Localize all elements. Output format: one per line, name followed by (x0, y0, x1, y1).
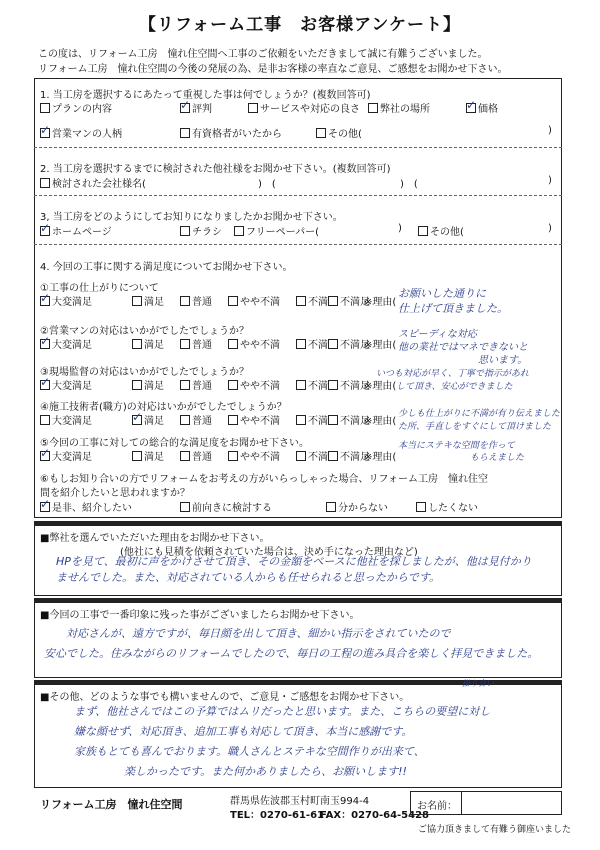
q4-sub5-reason: ※理由( (364, 452, 397, 463)
checkbox[interactable] (296, 380, 306, 390)
footer-company: リフォーム工房 憧れ住空間 (40, 798, 183, 811)
checkbox[interactable] (180, 128, 190, 138)
q4-sub1-text: ①工事の仕上がりについて (40, 283, 159, 294)
q1-opt-reputation[interactable]: ✓ 評判 (180, 100, 212, 115)
checkbox[interactable] (248, 103, 258, 113)
checkbox[interactable] (296, 415, 306, 425)
checkbox[interactable] (132, 296, 142, 306)
checkbox[interactable] (368, 103, 378, 113)
checkbox[interactable] (132, 339, 142, 349)
checkbox[interactable] (328, 415, 338, 425)
q6-text-2: 間を紹介したいと思われますか？ (40, 488, 190, 499)
checkbox[interactable] (180, 502, 190, 512)
checkbox[interactable] (228, 415, 238, 425)
checkbox[interactable] (180, 451, 190, 461)
checkbox[interactable] (328, 451, 338, 461)
intro-line-1: この度は、リフォーム工房 憧れ住空間へ工事のご依頼をいただきまして誠に有難うございました。 (38, 49, 488, 60)
q3-close-1: ) (398, 223, 402, 234)
q4-sub1-reason: ※理由( (364, 297, 397, 308)
section-5-title: ■弊社を選んでいただいた理由をお聞かせ下さい。 (40, 533, 270, 544)
q4-sub1-slightly[interactable]: やや不満 (228, 293, 280, 308)
q1-opt-other[interactable]: その他( (316, 125, 362, 140)
q4-sub2-very-dissatisfied[interactable]: 不満足 (328, 336, 370, 351)
q4-sub3-slightly[interactable]: やや不満 (228, 377, 280, 392)
intro-line-2: リフォーム工房 憧れ住空間の今後の発展の為、是非お客様の率直なご意見、ご感想をお聞かせ下さい。 (38, 64, 508, 75)
checkbox[interactable] (40, 415, 50, 425)
q4-sub3-very-satisfied[interactable]: ✓ 大変満足 (40, 377, 92, 392)
checkbox[interactable] (296, 296, 306, 306)
q4-sub5-slightly[interactable]: やや不満 (228, 448, 280, 463)
q4-sub3-satisfied[interactable]: 満足 (132, 377, 164, 392)
page-title: 【リフォーム工事 お客様アンケート】 (138, 15, 462, 35)
handwriting-section-7-note: 掛り合い (462, 679, 494, 688)
q1-text: 1. 当工房を選択するにあたって重視した事は何でしょうか？(複数回答可) (40, 90, 371, 101)
q4-sub2-slightly[interactable]: やや不満 (228, 336, 280, 351)
q4-sub4-very-dissatisfied[interactable]: 不満足 (328, 412, 370, 427)
q4-sub5-dissatisfied[interactable]: 不満 (296, 448, 328, 463)
q2-paren-2: ) ( (400, 179, 418, 190)
q4-sub4-text: ④施工技術者(職方)の対応はいかがでしたでしょうか？ (40, 402, 287, 413)
q4-sub2-text: ②営業マンの対応はいかがでしたでしょうか？ (40, 326, 249, 337)
checkbox[interactable] (328, 296, 338, 306)
q6-opt-unknown[interactable]: 分からない (326, 499, 388, 514)
q4-sub1-normal[interactable]: 普通 (180, 293, 212, 308)
footer-phone: TEL：0270-61-61 (230, 810, 324, 821)
q4-sub3-dissatisfied[interactable]: 不満 (296, 377, 328, 392)
footer-fax: FAX：0270-64-5428 (320, 810, 430, 821)
q2-opt-companies[interactable]: 検討された会社様名( (40, 175, 146, 190)
section-5-subtitle: (他社にも見積を依頼されていた場合は、決め手になった理由など) (120, 547, 418, 558)
q3-opt-other[interactable]: その他( (418, 223, 464, 238)
q4-sub2-very-satisfied[interactable]: ✓ 大変満足 (40, 336, 92, 351)
checkbox[interactable] (40, 103, 50, 113)
checkbox-checked[interactable] (40, 296, 50, 306)
name-label: お名前： (417, 801, 457, 812)
q4-sub5-satisfied[interactable]: 満足 (132, 448, 164, 463)
name-field[interactable] (410, 791, 562, 815)
q4-sub4-reason: ※理由( (364, 416, 397, 427)
checkbox-checked[interactable] (40, 226, 50, 236)
q6-opt-recommend[interactable]: ✓ 是非、紹介したい (40, 499, 132, 514)
q4-sub4-satisfied[interactable]: ✓ 満足 (132, 412, 164, 427)
handwriting-section-7: まず、他社さんではこの予算ではムリだったと思います。また、こちらの要望に対し 嫌な顔せず、対応頂き、追加工事も対応して頂き、本当に感謝です。 家族もとても喜んでおります。職人さんとステキな空間作りが出来て、 楽しかったです。また何かありましたら、お願いします!! (74, 705, 491, 778)
checkbox[interactable] (180, 339, 190, 349)
q1-close-paren: ) (548, 125, 552, 136)
handwriting-reason-4: 少しも仕上がりに不満が有り伝えました た所、手直しをすぐにして頂けました (398, 409, 561, 432)
q4-sub1-dissatisfied[interactable]: 不満 (296, 293, 328, 308)
checkbox-checked[interactable] (40, 339, 50, 349)
checkbox[interactable] (40, 178, 50, 188)
checkbox-checked[interactable] (40, 502, 50, 512)
q6-text-1: ⑥もしお知り合いの方でリフォームをお考えの方がいらっしゃった場合、リフォーム工房 憧れ住空 (40, 474, 488, 485)
q4-sub3-text: ③現場監督の対応はいかがでしたでしょうか？ (40, 367, 249, 378)
checkbox[interactable] (228, 451, 238, 461)
q3-opt-freepaper[interactable]: フリーペーパー( (234, 223, 319, 238)
checkbox-checked[interactable] (132, 415, 142, 425)
checkbox[interactable] (180, 296, 190, 306)
q4-sub1-very-dissatisfied[interactable]: 不満足 (328, 293, 370, 308)
handwriting-section-5: HPを見て、最初に声をかけさせて頂き、その金額をベースに他社を探しましたが、他は見付かり ませんでした。また、対応されている人からも任せられると思ったからです。 (56, 555, 532, 584)
checkbox-checked[interactable] (40, 128, 50, 138)
q4-sub4-dissatisfied[interactable]: 不満 (296, 412, 328, 427)
checkbox[interactable] (132, 380, 142, 390)
handwriting-reason-3: いつも対応が早く、丁寧で指示があれ して頂き、安心ができました (376, 369, 529, 392)
q3-opt-flyer[interactable]: チラシ (180, 223, 222, 238)
checkbox[interactable] (180, 226, 190, 236)
footer-address: 群馬県佐波郡玉村町南玉994-4 (230, 796, 370, 807)
checkbox[interactable] (316, 128, 326, 138)
q3-close-2: ) (548, 223, 552, 234)
checkbox[interactable] (328, 339, 338, 349)
q2-paren-1: ) ( (258, 179, 276, 190)
q1-opt-plan[interactable]: プランの内容 (40, 100, 112, 115)
q1-opt-salesman[interactable]: ✓ 営業マンの人柄 (40, 125, 122, 140)
q4-sub5-text: ⑤今回の工事に対しての総合的な満足度をお聞かせ下さい。 (40, 438, 309, 449)
checkbox[interactable] (328, 380, 338, 390)
q4-sub2-dissatisfied[interactable]: 不満 (296, 336, 328, 351)
q1-opt-service[interactable]: サービスや対応の良さ (248, 100, 360, 115)
checkbox[interactable] (180, 380, 190, 390)
q4-sub5-very-satisfied[interactable]: ✓ 大変満足 (40, 448, 92, 463)
q1-opt-price[interactable]: ✓ 価格 (466, 100, 498, 115)
checkbox[interactable] (296, 451, 306, 461)
q6-opt-consider[interactable]: 前向きに検討する (180, 499, 272, 514)
q4-sub3-reason: ※理由( (364, 381, 397, 392)
checkbox-checked[interactable] (40, 380, 50, 390)
checkbox[interactable] (234, 226, 244, 236)
checkbox[interactable] (228, 339, 238, 349)
q2-text: 2. 当工房を選択するまでに検討された他社様をお聞かせ下さい。(複数回答可) (40, 164, 391, 175)
q1-opt-location[interactable]: 弊社の場所 (368, 100, 430, 115)
q2-paren-3: ) (548, 175, 552, 186)
checkbox[interactable] (326, 502, 336, 512)
q4-sub4-normal[interactable]: 普通 (180, 412, 212, 427)
q3-text: 3, 当工房をどのようにしてお知りになりましたかお聞かせ下さい。 (40, 212, 343, 223)
q3-opt-homepage[interactable]: ✓ ホームページ (40, 223, 112, 238)
checkbox[interactable] (228, 296, 238, 306)
handwriting-section-6: 対応さんが、遠方ですが、毎日顔を出して頂き、細かい指示をされていたので 安心でした。住みながらのリフォームでしたので、毎日の工程の進み具合を楽しく拝見できました。 (44, 627, 539, 660)
q4-sub2-reason: ※理由( (364, 340, 397, 351)
q4-sub3-normal[interactable]: 普通 (180, 377, 212, 392)
checkbox[interactable] (296, 339, 306, 349)
handwriting-reason-2: スピーディな対応 他の業社ではマネできないと 思います。 (398, 329, 528, 366)
section-6-title: ■今回の工事で一番印象に残った事がございましたらお聞かせ下さい。 (40, 610, 360, 621)
q4-sub2-normal[interactable]: 普通 (180, 336, 212, 351)
q4-sub3-very-dissatisfied[interactable]: 不満足 (328, 377, 370, 392)
handwriting-reason-1: お願いした通りに 仕上げて頂きました。 (398, 287, 508, 315)
q4-sub1-satisfied[interactable]: 満足 (132, 293, 164, 308)
q6-opt-no[interactable]: したくない (416, 499, 478, 514)
q4-sub4-slightly[interactable]: やや不満 (228, 412, 280, 427)
q4-sub2-satisfied[interactable]: 満足 (132, 336, 164, 351)
checkbox[interactable] (228, 380, 238, 390)
checkbox-checked[interactable] (180, 103, 190, 113)
q4-sub5-very-dissatisfied[interactable]: 不満足 (328, 448, 370, 463)
q1-opt-qualified[interactable]: 有資格者がいたから (180, 125, 282, 140)
section-7-title: ■その他、どのような事でも構いませんので、ご意見・ご感想をお聞かせ下さい。 (40, 692, 410, 703)
q4-sub5-normal[interactable]: 普通 (180, 448, 212, 463)
q4-text: 4. 今回の工事に関する満足度についてお聞かせ下さい。 (40, 262, 293, 273)
checkbox[interactable] (132, 451, 142, 461)
handwriting-reason-5: 本当にステキな空間を作って もらえました (398, 441, 525, 463)
q4-sub1-very-satisfied[interactable]: ✓ 大変満足 (40, 293, 92, 308)
checkbox-checked[interactable] (40, 451, 50, 461)
checkbox[interactable] (418, 226, 428, 236)
checkbox-checked[interactable] (466, 103, 476, 113)
footer-thanks: ご協力頂きまして有難う御座いました (418, 825, 572, 835)
checkbox[interactable] (180, 415, 190, 425)
q4-sub4-very-satisfied[interactable]: 大変満足 (40, 412, 92, 427)
checkbox[interactable] (416, 502, 426, 512)
